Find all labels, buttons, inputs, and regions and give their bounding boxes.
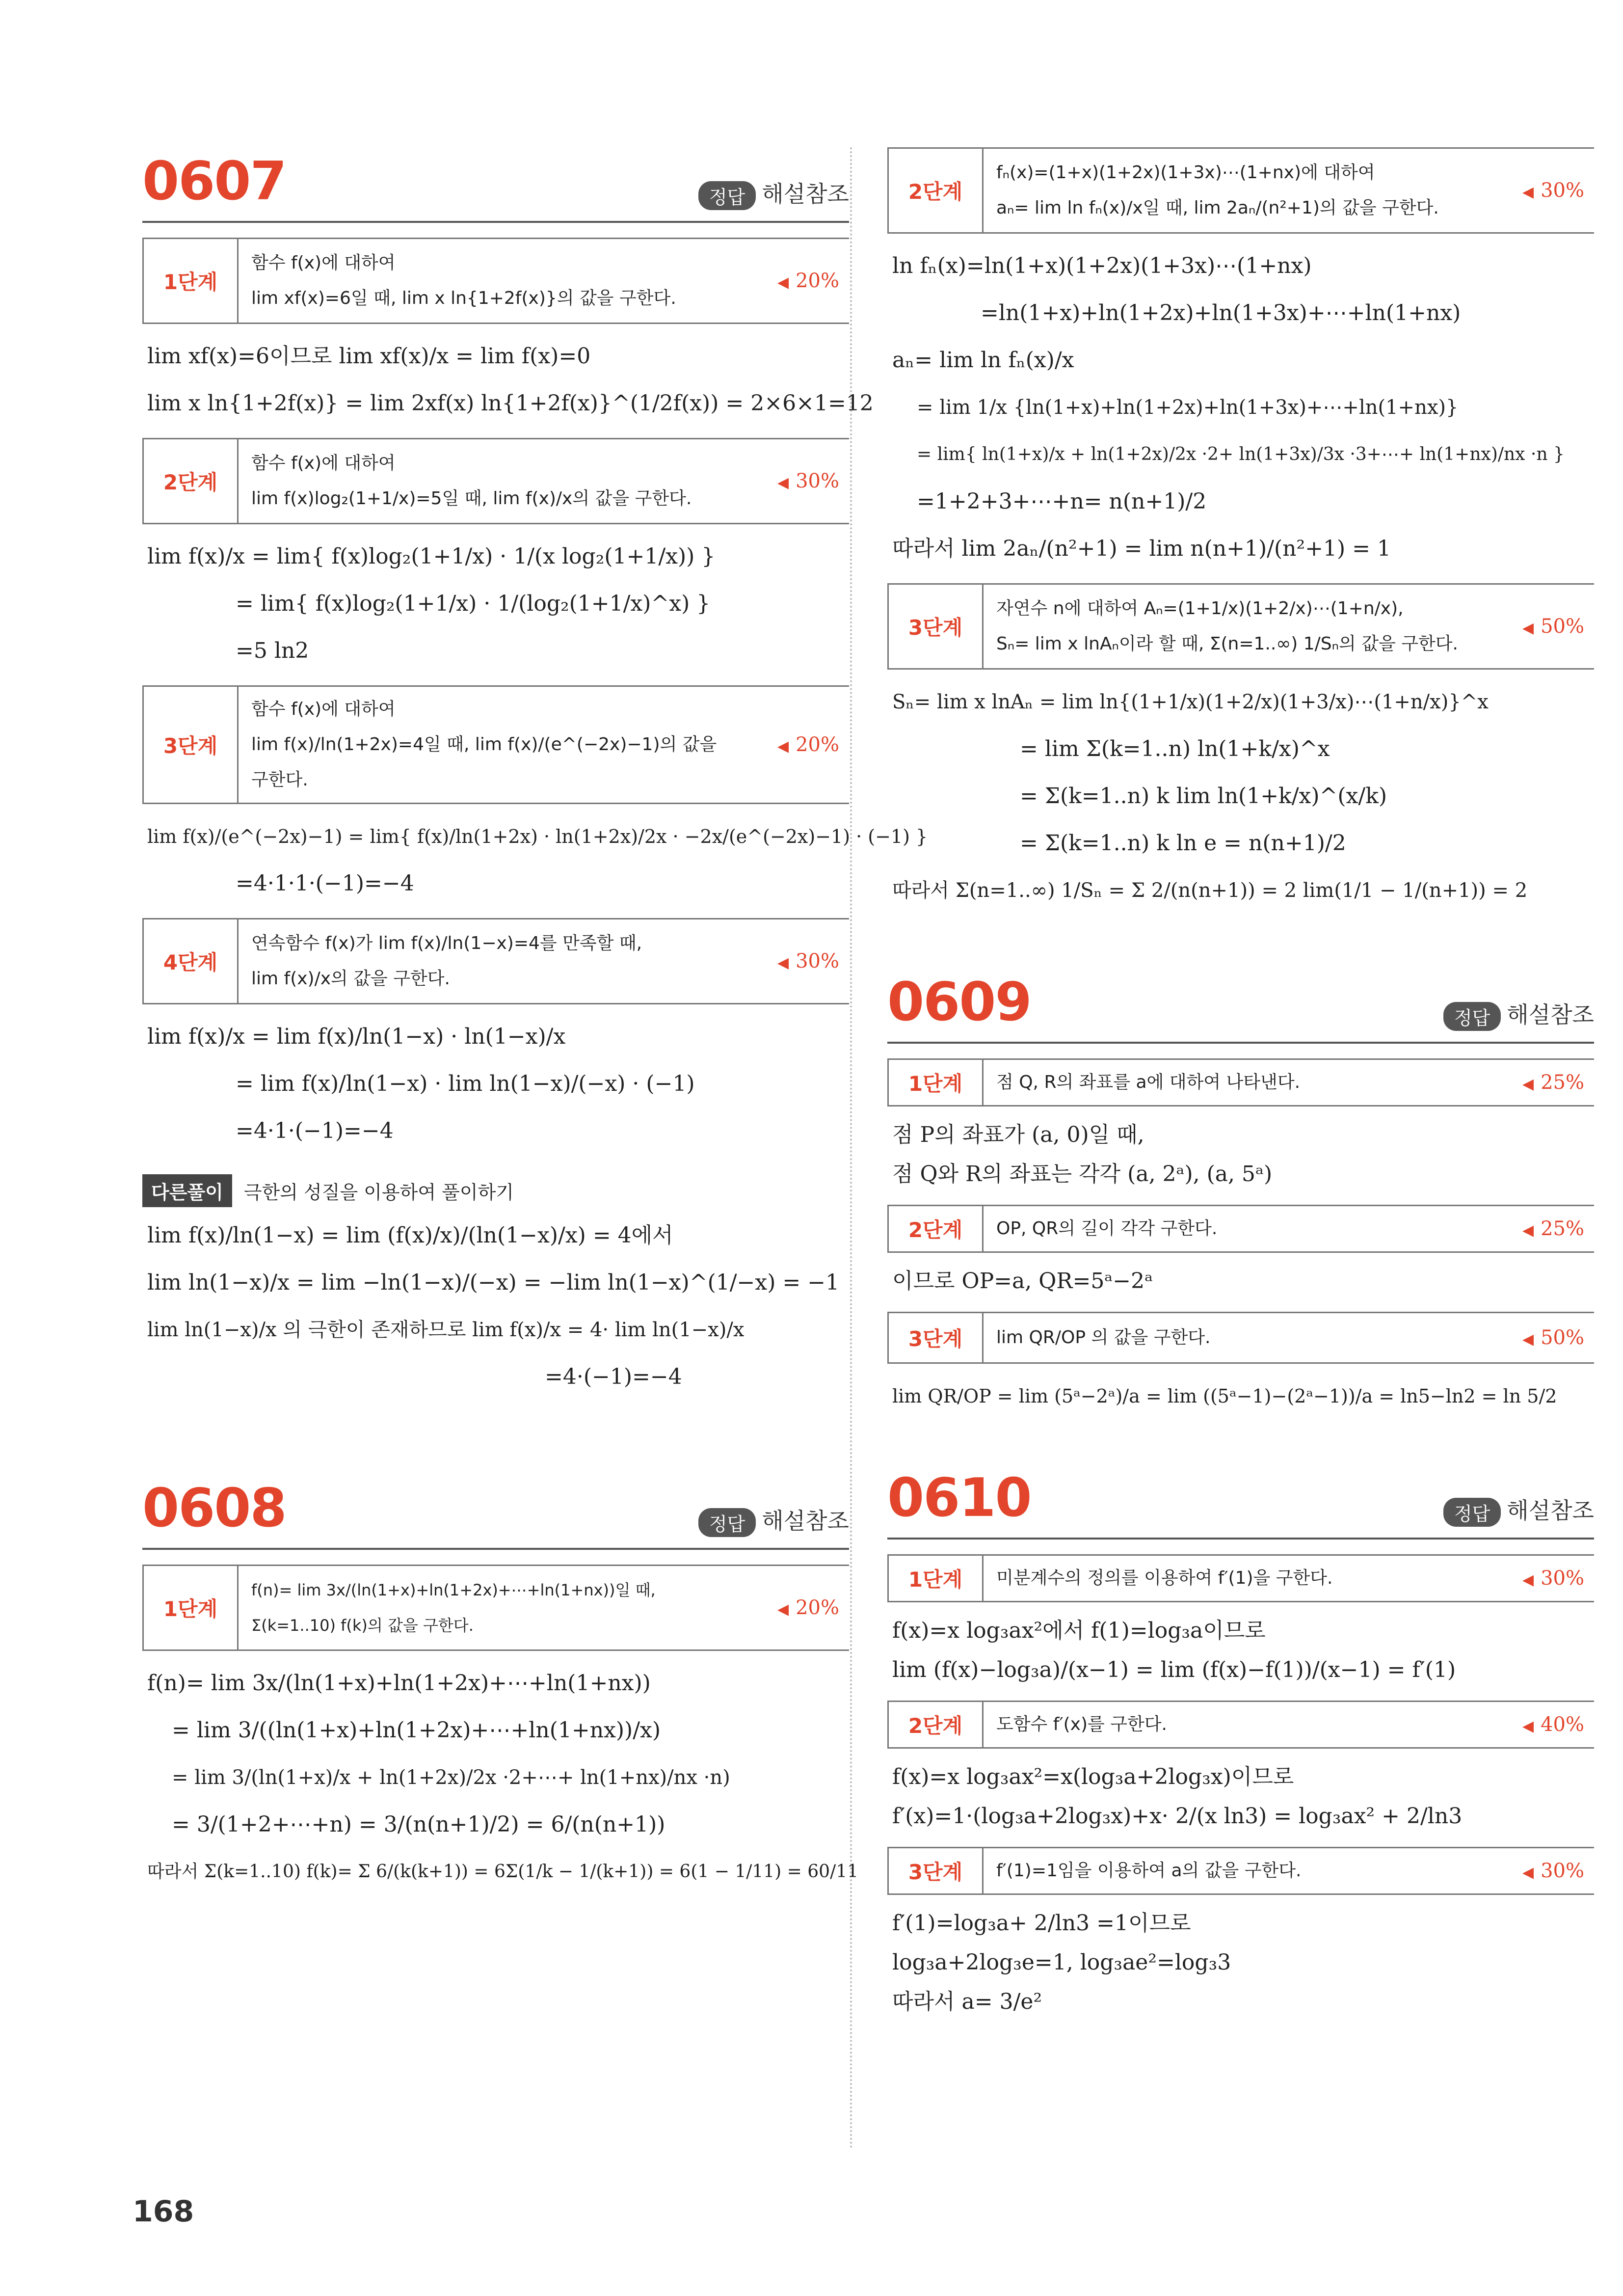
step-box — [887, 1847, 1594, 1895]
percent-value: 20% — [796, 1596, 839, 1619]
step-box — [887, 1554, 1594, 1602]
triangle-left-icon: ◀ — [1522, 620, 1534, 637]
step-description: 도함수 f′(x)를 구한다. — [996, 1714, 1168, 1734]
step-percentage — [1486, 1326, 1594, 1349]
math-line: 점 P의 좌표가 (a, 0)일 때, — [892, 1122, 1144, 1147]
percent-value: 50% — [1541, 1326, 1584, 1349]
math-line: =ln(1+x)+ln(1+2x)+ln(1+3x)+⋯+ln(1+nx) — [981, 300, 1461, 325]
math-line: = lim Σ(k=1..n) ln(1+k/x)^x — [1020, 736, 1330, 761]
step-description: 점 Q, R의 좌표를 a에 대하여 나타낸다. — [996, 1072, 1301, 1092]
math-line: f(n)= lim 3x/(ln(1+x)+ln(1+2x)+⋯+ln(1+nx)) — [147, 1671, 651, 1696]
step-box — [142, 685, 849, 804]
step-label: 4단계 — [142, 919, 239, 1003]
percent-value: 20% — [796, 270, 839, 292]
math-line: aₙ= lim ln fₙ(x)/x — [892, 348, 1074, 373]
percent-value: 30% — [1541, 179, 1584, 202]
percent-value: 30% — [796, 950, 839, 972]
step-box — [142, 238, 849, 324]
step-box — [887, 1312, 1594, 1364]
math-line: = lim 3/((ln(1+x)+ln(1+2x)+⋯+ln(1+nx))/x) — [172, 1718, 661, 1743]
step-label: 2단계 — [887, 149, 984, 232]
step-percentage — [1486, 1713, 1594, 1736]
math-line: lim x ln{1+2f(x)} = lim 2xf(x) ln{1+2f(x)}^(1/2f(x)) = 2×6×1=12 — [147, 391, 874, 416]
step-percentage — [1486, 1217, 1594, 1240]
step-desc-line: 함수 f(x)에 대하여 — [251, 699, 396, 719]
step-label: 2단계 — [887, 1206, 984, 1251]
triangle-left-icon: ◀ — [1522, 1864, 1534, 1881]
triangle-left-icon: ◀ — [1522, 1076, 1534, 1093]
problem-0609-header — [887, 968, 1594, 1044]
math-line: 따라서 Σ(n=1..∞) 1/Sₙ = Σ 2/(n(n+1)) = 2 lim(1/1 − 1/(n+1)) = 2 — [892, 879, 1528, 902]
answer-badge: 정답 — [698, 1508, 756, 1537]
step-description — [239, 921, 741, 1001]
step-desc-line: 연속함수 f(x)가 lim f(x)/ln(1−x)=4를 만족할 때, — [251, 933, 642, 953]
math-line: lim xf(x)=6이므로 lim xf(x)/x = lim f(x)=0 — [147, 344, 591, 369]
math-line: =1+2+3+⋯+n= n(n+1)/2 — [917, 489, 1207, 514]
step-description — [239, 441, 741, 521]
step-percentage — [741, 950, 849, 972]
alternative-solution-tag: 다른풀이 — [142, 1174, 232, 1207]
step-desc-line: 자연수 n에 대하여 Aₙ=(1+1/x)(1+2/x)⋯(1+n/x), — [996, 598, 1404, 619]
step-label: 1단계 — [887, 1060, 984, 1105]
math-line: 따라서 lim 2aₙ/(n²+1) = lim n(n+1)/(n²+1) = 1 — [892, 536, 1391, 561]
problem-number: 0607 — [142, 151, 286, 212]
problem-number: 0608 — [142, 1478, 286, 1539]
step-box — [142, 1565, 849, 1651]
math-line: f(x)=x log₃ax²에서 f(1)=log₃a이므로 — [892, 1618, 1266, 1643]
step-box — [142, 438, 849, 524]
math-line: = 3/(1+2+⋯+n) = 3/(n(n+1)/2) = 6/(n(n+1)) — [172, 1812, 665, 1837]
step-percentage — [1486, 179, 1594, 202]
triangle-left-icon: ◀ — [1522, 1571, 1534, 1589]
step-desc-line: lim f(x)/ln(1+2x)=4일 때, lim f(x)/(e^(−2x)−1)의 값을 구한다. — [251, 734, 717, 790]
step-box — [887, 147, 1594, 234]
percent-value: 20% — [796, 733, 839, 756]
step-desc-line: aₙ= lim ln fₙ(x)/x일 때, lim 2aₙ/(n²+1)의 값을 구한다. — [996, 198, 1439, 218]
math-line: = lim 3/(ln(1+x)/x + ln(1+2x)/2x ·2+⋯+ ln(1+nx)/nx ·n) — [172, 1766, 730, 1789]
step-percentage — [741, 270, 849, 292]
triangle-left-icon: ◀ — [777, 274, 789, 291]
math-line: lim f(x)/x = lim{ f(x)log₂(1+1/x) · 1/(x log₂(1+1/x)) } — [147, 544, 716, 569]
percent-value: 50% — [1541, 615, 1584, 638]
answer-badge: 정답 — [698, 181, 756, 210]
step-description: f′(1)=1임을 이용하여 a의 값을 구한다. — [996, 1861, 1302, 1881]
percent-value: 30% — [1541, 1860, 1584, 1882]
math-line: =4·(−1)=−4 — [545, 1364, 682, 1389]
percent-value: 30% — [796, 470, 839, 492]
math-line: ln fₙ(x)=ln(1+x)(1+2x)(1+3x)⋯(1+nx) — [892, 253, 1312, 278]
spacer — [887, 1420, 1594, 1464]
math-line: = lim{ ln(1+x)/x + ln(1+2x)/2x ·2+ ln(1+3x)/3x ·3+⋯+ ln(1+nx)/nx ·n } — [917, 444, 1565, 464]
step-percentage — [741, 470, 849, 492]
step-label: 2단계 — [887, 1702, 984, 1747]
triangle-left-icon: ◀ — [777, 738, 789, 755]
math-line: = Σ(k=1..n) k lim ln(1+k/x)^(x/k) — [1020, 783, 1387, 809]
step-desc-line: Σ(k=1..10) f(k)의 값을 구한다. — [251, 1616, 474, 1635]
problem-number: 0609 — [887, 972, 1031, 1033]
step-label: 3단계 — [887, 1313, 984, 1362]
step-description — [239, 241, 741, 321]
step-label: 1단계 — [887, 1556, 984, 1601]
step-desc-line: lim f(x)/x의 값을 구한다. — [251, 969, 451, 989]
step-percentage — [1486, 1860, 1594, 1882]
triangle-left-icon: ◀ — [1522, 1222, 1534, 1239]
step-label: 2단계 — [142, 439, 239, 523]
problem-number: 0610 — [887, 1467, 1031, 1529]
step-desc-line: lim xf(x)=6일 때, lim x ln{1+2f(x)}의 값을 구한다. — [251, 288, 676, 308]
math-line: lim ln(1−x)/x 의 극한이 존재하므로 lim f(x)/x = 4· lim ln(1−x)/x — [147, 1319, 745, 1341]
triangle-left-icon: ◀ — [777, 1601, 789, 1618]
step-desc-line: 함수 f(x)에 대하여 — [251, 453, 396, 473]
page-number: 168 — [133, 2194, 194, 2229]
math-line: f′(1)=log₃a+ 2/ln3 =1이므로 — [892, 1911, 1191, 1936]
step-label: 3단계 — [887, 585, 984, 668]
step-label: 3단계 — [142, 687, 239, 803]
math-line: 점 Q와 R의 좌표는 각각 (a, 2ᵃ), (a, 5ᵃ) — [892, 1162, 1273, 1187]
percent-value: 30% — [1541, 1567, 1584, 1590]
math-line: =4·1·1·(−1)=−4 — [236, 871, 414, 896]
step-percentage — [1486, 1071, 1594, 1094]
math-line: log₃a+2log₃e=1, log₃ae²=log₃3 — [892, 1950, 1231, 1975]
step-desc-line: Sₙ= lim x lnAₙ이라 할 때, Σ(n=1..∞) 1/Sₙ의 값을 구한다. — [996, 634, 1458, 654]
step-description — [239, 1567, 741, 1648]
alternative-solution-title: 극한의 성질을 이용하여 풀이하기 — [243, 1182, 514, 1203]
percent-value: 25% — [1541, 1217, 1584, 1240]
answer-label — [1443, 1493, 1594, 1527]
step-percentage — [741, 733, 849, 756]
spacer — [142, 1401, 849, 1474]
step-label: 3단계 — [887, 1848, 984, 1893]
math-line: = Σ(k=1..n) k ln e = n(n+1)/2 — [1020, 831, 1346, 856]
step-description: 미분계수의 정의를 이용하여 f′(1)을 구한다. — [996, 1568, 1333, 1588]
math-line: lim f(x)/ln(1−x) = lim (f(x)/x)/(ln(1−x)/x) = 4에서 — [147, 1223, 673, 1248]
math-line: 따라서 Σ(k=1..10) f(k)= Σ 6/(k(k+1)) = 6Σ(1/k − 1/(k+1)) = 6(1 − 1/11) = 60/11 — [147, 1862, 859, 1882]
math-line: lim ln(1−x)/x = lim −ln(1−x)/(−x) = −lim ln(1−x)^(1/−x) = −1 — [147, 1270, 840, 1295]
step-desc-line: 함수 f(x)에 대하여 — [251, 253, 396, 273]
step-box — [887, 1058, 1594, 1107]
step-percentage — [1486, 615, 1594, 638]
percent-value: 25% — [1541, 1071, 1584, 1094]
answer-badge: 정답 — [1443, 1498, 1501, 1527]
step-desc-line: fₙ(x)=(1+x)(1+2x)(1+3x)⋯(1+nx)에 대하여 — [996, 162, 1375, 183]
left-column — [142, 147, 928, 1895]
math-line: f′(x)=1·(log₃a+2log₃x)+x· 2/(x ln3) = log₃ax² + 2/ln3 — [892, 1804, 1463, 1829]
math-line: lim QR/OP = lim (5ᵃ−2ᵃ)/a = lim ((5ᵃ−1)−(2ᵃ−1))/a = ln5−ln2 = ln 5/2 — [892, 1385, 1557, 1407]
math-line: = lim f(x)/ln(1−x) · lim ln(1−x)/(−x) · (−1) — [236, 1071, 695, 1096]
step-percentage — [741, 1596, 849, 1619]
triangle-left-icon: ◀ — [1522, 184, 1534, 201]
triangle-left-icon: ◀ — [777, 474, 789, 491]
step-label: 1단계 — [142, 239, 239, 323]
answer-label — [698, 176, 849, 210]
math-line: 따라서 a= 3/e² — [892, 1989, 1042, 2014]
math-line: =5 ln2 — [236, 638, 309, 663]
math-line: f(x)=x log₃ax²=x(log₃a+2log₃x)이므로 — [892, 1764, 1294, 1789]
triangle-left-icon: ◀ — [1522, 1331, 1534, 1348]
math-line: =4·1·(−1)=−4 — [236, 1118, 394, 1143]
math-line: lim f(x)/(e^(−2x)−1) = lim{ f(x)/ln(1+2x) · ln(1+2x)/2x · −2x/(e^(−2x)−1) · (−1) } — [147, 826, 928, 847]
triangle-left-icon: ◀ — [777, 954, 789, 972]
triangle-left-icon: ◀ — [1522, 1718, 1534, 1735]
step-box — [142, 918, 849, 1004]
step-desc-line: f(n)= lim 3x/(ln(1+x)+ln(1+2x)+⋯+ln(1+nx))일 때, — [251, 1581, 656, 1599]
answer-text: 해설참조 — [1507, 1497, 1594, 1524]
math-line: lim f(x)/x = lim f(x)/ln(1−x) · ln(1−x)/x — [147, 1024, 566, 1049]
step-description — [984, 586, 1486, 667]
step-desc-line: lim f(x)log₂(1+1/x)=5일 때, lim f(x)/x의 값을 구한다. — [251, 488, 692, 509]
step-box — [887, 583, 1594, 670]
step-description: OP, QR의 길이 각각 구한다. — [996, 1218, 1218, 1239]
step-box — [887, 1701, 1594, 1749]
step-label: 1단계 — [142, 1566, 239, 1649]
right-column — [887, 147, 1594, 2022]
answer-badge: 정답 — [1443, 1002, 1501, 1031]
answer-text: 해설참조 — [1507, 1001, 1594, 1028]
math-line: lim (f(x)−log₃a)/(x−1) = lim (f(x)−f(1))/(x−1) = f′(1) — [892, 1657, 1456, 1682]
math-line: Sₙ= lim x lnAₙ = lim ln{(1+1/x)(1+2/x)(1+3/x)⋯(1+n/x)}^x — [892, 691, 1489, 713]
step-box — [887, 1205, 1594, 1253]
problem-0608-header — [142, 1474, 849, 1550]
answer-label — [1443, 997, 1594, 1031]
step-description — [984, 150, 1486, 231]
math-line: 이므로 OP=a, QR=5ᵃ−2ᵃ — [892, 1269, 1153, 1294]
step-description: lim QR/OP 의 값을 구한다. — [996, 1327, 1211, 1348]
percent-value: 40% — [1541, 1713, 1584, 1736]
problem-0607-header — [142, 147, 849, 223]
spacer — [887, 914, 1594, 968]
answer-label — [698, 1503, 849, 1537]
problem-0610-header — [887, 1464, 1594, 1540]
step-description — [239, 687, 741, 803]
step-percentage — [1486, 1567, 1594, 1590]
math-line: = lim 1/x {ln(1+x)+ln(1+2x)+ln(1+3x)+⋯+ln(1+nx)} — [917, 396, 1459, 419]
answer-text: 해설참조 — [762, 1508, 849, 1534]
math-line: = lim{ f(x)log₂(1+1/x) · 1/(log₂(1+1/x)^x) } — [236, 591, 711, 616]
answer-text: 해설참조 — [762, 181, 849, 207]
alternative-solution — [142, 1174, 849, 1207]
